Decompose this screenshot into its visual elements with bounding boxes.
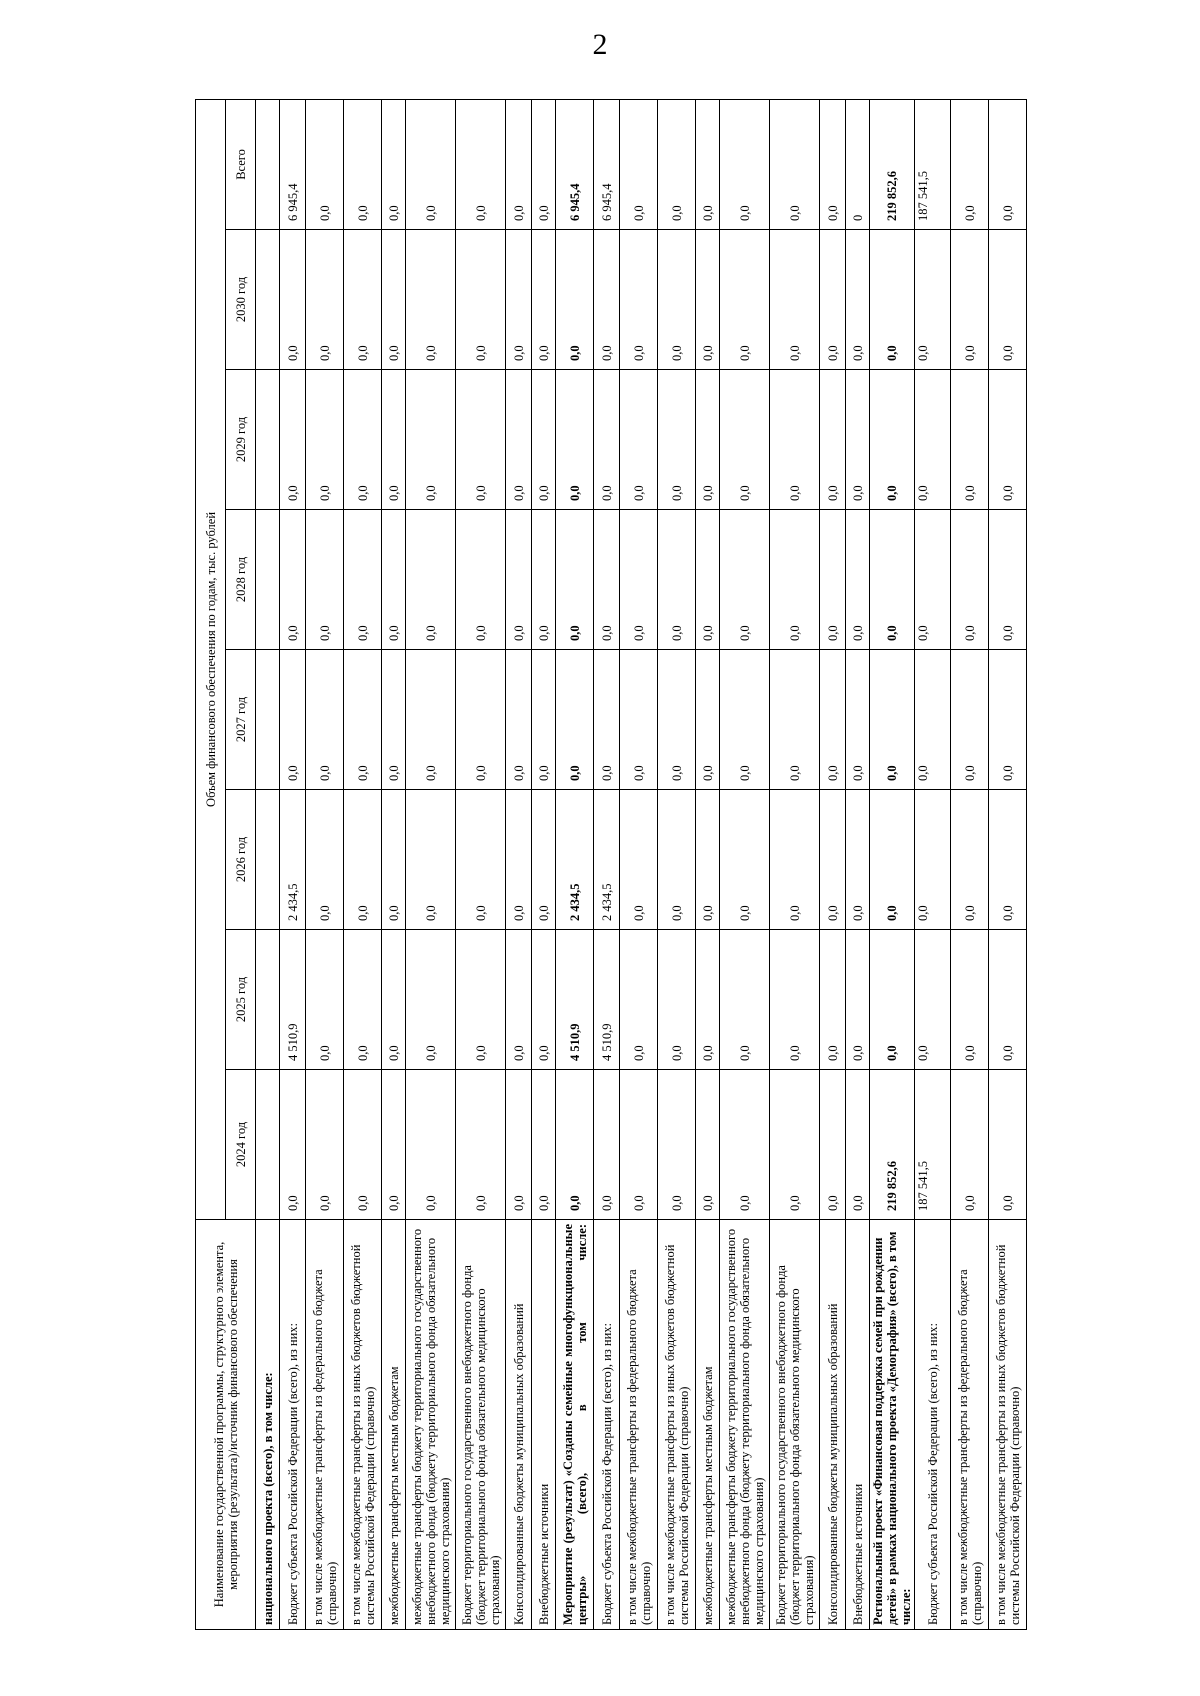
- row-value-cell: 0,0: [506, 930, 532, 1070]
- row-value-cell: 0,0: [382, 930, 406, 1070]
- row-value-cell: 2 434,5: [280, 790, 306, 930]
- row-value-cell: 0,0: [456, 230, 506, 370]
- row-name-cell: национального проекта (всего), в том числе:: [256, 1220, 280, 1630]
- row-value-cell: 0,0: [382, 510, 406, 650]
- row-value-cell: 0,0: [620, 930, 658, 1070]
- row-value-cell: [256, 650, 280, 790]
- table-row: [820, 99, 846, 1629]
- row-value-cell: 0,0: [846, 510, 870, 650]
- table-row: [306, 99, 344, 1629]
- row-value-cell: 0,0: [382, 790, 406, 930]
- row-value-cell: 0,0: [532, 650, 556, 790]
- row-total-cell: 6 945,4: [280, 99, 306, 229]
- row-value-cell: 0,0: [620, 510, 658, 650]
- table-row: [696, 99, 720, 1629]
- row-total-cell: 0,0: [620, 99, 658, 229]
- header-year: 2026 год: [226, 790, 256, 930]
- row-value-cell: 0,0: [951, 230, 989, 370]
- row-value-cell: 0,0: [770, 790, 820, 930]
- row-value-cell: 0,0: [915, 230, 951, 370]
- row-value-cell: 0,0: [720, 930, 770, 1070]
- table-row: [256, 99, 280, 1629]
- row-value-cell: 2 434,5: [556, 790, 594, 930]
- row-value-cell: 0,0: [556, 650, 594, 790]
- row-value-cell: 0,0: [344, 510, 382, 650]
- row-name-cell: в том числе межбюджетные трансферты из иных бюджетов бюджетной системы Российской Федерации (справочно): [989, 1220, 1027, 1630]
- row-value-cell: 0,0: [506, 1070, 532, 1220]
- row-value-cell: 0,0: [720, 650, 770, 790]
- table-row: [915, 99, 951, 1629]
- row-value-cell: 0,0: [532, 510, 556, 650]
- row-value-cell: 0,0: [820, 790, 846, 930]
- row-value-cell: 0,0: [658, 790, 696, 930]
- row-value-cell: 0,0: [658, 370, 696, 510]
- row-value-cell: 0,0: [456, 790, 506, 930]
- row-value-cell: 0,0: [846, 1070, 870, 1220]
- row-value-cell: 0,0: [556, 1070, 594, 1220]
- row-value-cell: 0,0: [951, 790, 989, 930]
- row-value-cell: 0,0: [951, 370, 989, 510]
- row-value-cell: 0,0: [989, 370, 1027, 510]
- row-value-cell: 0,0: [344, 230, 382, 370]
- row-value-cell: 0,0: [696, 230, 720, 370]
- row-value-cell: 0,0: [594, 230, 620, 370]
- row-value-cell: 0,0: [456, 510, 506, 650]
- row-total-cell: 0,0: [820, 99, 846, 229]
- rotated-page-content: [195, 100, 1020, 1630]
- row-value-cell: 0,0: [280, 370, 306, 510]
- row-name-cell: Бюджет субъекта Российской Федерации (всего), из них:: [915, 1220, 951, 1630]
- row-total-cell: 0,0: [456, 99, 506, 229]
- table-row: [382, 99, 406, 1629]
- header-year: 2027 год: [226, 650, 256, 790]
- row-value-cell: 0,0: [658, 650, 696, 790]
- table-row: [280, 99, 306, 1629]
- row-value-cell: 0,0: [280, 650, 306, 790]
- table-row: [620, 99, 658, 1629]
- row-value-cell: 0,0: [594, 1070, 620, 1220]
- table-header: [196, 99, 256, 1629]
- row-value-cell: 0,0: [770, 230, 820, 370]
- row-value-cell: 0,0: [696, 650, 720, 790]
- row-name-cell: в том числе межбюджетные трансферты из федерального бюджета (справочно): [306, 1220, 344, 1630]
- row-value-cell: 0,0: [594, 370, 620, 510]
- row-value-cell: 0,0: [306, 510, 344, 650]
- row-value-cell: 0,0: [306, 370, 344, 510]
- row-value-cell: 0,0: [620, 230, 658, 370]
- row-value-cell: 0,0: [770, 1070, 820, 1220]
- row-value-cell: 0,0: [870, 370, 915, 510]
- row-value-cell: 0,0: [820, 230, 846, 370]
- row-total-cell: 0: [846, 99, 870, 229]
- row-value-cell: 0,0: [915, 790, 951, 930]
- row-value-cell: 0,0: [870, 930, 915, 1070]
- row-value-cell: 0,0: [620, 1070, 658, 1220]
- row-value-cell: 0,0: [658, 930, 696, 1070]
- table-row: [506, 99, 532, 1629]
- row-value-cell: 0,0: [594, 650, 620, 790]
- row-value-cell: 0,0: [770, 370, 820, 510]
- row-value-cell: 0,0: [406, 930, 456, 1070]
- row-value-cell: 0,0: [382, 230, 406, 370]
- row-value-cell: 0,0: [406, 370, 456, 510]
- row-value-cell: 0,0: [556, 510, 594, 650]
- financing-table: [195, 99, 1027, 1630]
- row-name-cell: межбюджетные трансферты местным бюджетам: [382, 1220, 406, 1630]
- row-value-cell: 0,0: [770, 650, 820, 790]
- row-total-cell: 0,0: [989, 99, 1027, 229]
- row-total-cell: 0,0: [658, 99, 696, 229]
- row-value-cell: 0,0: [506, 650, 532, 790]
- row-value-cell: 0,0: [406, 230, 456, 370]
- row-value-cell: 0,0: [406, 650, 456, 790]
- row-value-cell: 0,0: [720, 790, 770, 930]
- row-total-cell: 0,0: [306, 99, 344, 229]
- row-value-cell: 0,0: [846, 930, 870, 1070]
- row-value-cell: 0,0: [720, 1070, 770, 1220]
- row-value-cell: 0,0: [382, 1070, 406, 1220]
- table-row: [770, 99, 820, 1629]
- header-name-column: Наименование государственной программы, структурного элемента, мероприятия (результата)/источник финансового обеспечения: [196, 1220, 256, 1630]
- row-value-cell: 0,0: [915, 930, 951, 1070]
- table-row: [532, 99, 556, 1629]
- row-value-cell: 0,0: [532, 1070, 556, 1220]
- row-value-cell: 0,0: [870, 790, 915, 930]
- header-year: 2030 год: [226, 230, 256, 370]
- row-value-cell: 0,0: [556, 230, 594, 370]
- row-total-cell: 6 945,4: [594, 99, 620, 229]
- row-value-cell: 0,0: [989, 230, 1027, 370]
- header-year: 2029 год: [226, 370, 256, 510]
- row-name-cell: межбюджетные трансферты местным бюджетам: [696, 1220, 720, 1630]
- row-value-cell: [256, 790, 280, 930]
- table-row: [658, 99, 696, 1629]
- row-value-cell: 0,0: [696, 930, 720, 1070]
- row-value-cell: 0,0: [770, 930, 820, 1070]
- row-value-cell: 0,0: [720, 370, 770, 510]
- row-value-cell: 0,0: [696, 510, 720, 650]
- row-total-cell: 0,0: [720, 99, 770, 229]
- row-value-cell: [256, 510, 280, 650]
- row-value-cell: 0,0: [306, 790, 344, 930]
- table-row: [951, 99, 989, 1629]
- row-name-cell: Внебюджетные источники: [532, 1220, 556, 1630]
- row-total-cell: 0,0: [532, 99, 556, 229]
- row-value-cell: 0,0: [820, 1070, 846, 1220]
- row-value-cell: 0,0: [344, 790, 382, 930]
- row-value-cell: 0,0: [989, 510, 1027, 650]
- row-name-cell: межбюджетные трансферты бюджету территориального государственного внебюджетного фонда (бюджету территориального фонда обязательного медицинского страхования): [720, 1220, 770, 1630]
- row-value-cell: 0,0: [989, 790, 1027, 930]
- row-value-cell: 0,0: [594, 510, 620, 650]
- table-row: [556, 99, 594, 1629]
- row-value-cell: 0,0: [620, 650, 658, 790]
- row-value-cell: 0,0: [620, 790, 658, 930]
- row-value-cell: 0,0: [532, 230, 556, 370]
- row-value-cell: 0,0: [915, 370, 951, 510]
- row-name-cell: Бюджет территориального государственного внебюджетного фонда (бюджет территориального фонда обязательного медицинского страхования): [456, 1220, 506, 1630]
- row-value-cell: 0,0: [989, 930, 1027, 1070]
- row-value-cell: 0,0: [989, 650, 1027, 790]
- header-year: 2025 год: [226, 930, 256, 1070]
- row-value-cell: 187 541,5: [915, 1070, 951, 1220]
- row-name-cell: межбюджетные трансферты бюджету территориального государственного внебюджетного фонда (бюджету территориального фонда обязательного медицинского страхования): [406, 1220, 456, 1630]
- row-name-cell: Бюджет субъекта Российской Федерации (всего), из них:: [594, 1220, 620, 1630]
- row-name-cell: Внебюджетные источники: [846, 1220, 870, 1630]
- row-value-cell: 0,0: [720, 230, 770, 370]
- row-value-cell: 0,0: [344, 930, 382, 1070]
- row-total-cell: 0,0: [506, 99, 532, 229]
- row-value-cell: 219 852,6: [870, 1070, 915, 1220]
- header-year: 2028 год: [226, 510, 256, 650]
- row-value-cell: 0,0: [406, 790, 456, 930]
- row-value-cell: 0,0: [506, 370, 532, 510]
- row-value-cell: 0,0: [989, 1070, 1027, 1220]
- row-value-cell: 0,0: [506, 510, 532, 650]
- row-total-cell: 0,0: [344, 99, 382, 229]
- row-value-cell: [256, 1070, 280, 1220]
- row-value-cell: 0,0: [696, 1070, 720, 1220]
- header-total: Всего: [226, 99, 256, 229]
- row-value-cell: 0,0: [870, 650, 915, 790]
- table-row: [846, 99, 870, 1629]
- row-value-cell: 0,0: [846, 790, 870, 930]
- row-value-cell: 0,0: [280, 510, 306, 650]
- row-name-cell: в том числе межбюджетные трансферты из федерального бюджета (справочно): [620, 1220, 658, 1630]
- row-value-cell: 0,0: [456, 1070, 506, 1220]
- row-name-cell: Региональный проект «Финансовая поддержка семей при рождении детей» в рамках национального проекта «Демография» (всего), в том числе:: [870, 1220, 915, 1630]
- row-total-cell: 0,0: [406, 99, 456, 229]
- row-value-cell: 0,0: [720, 510, 770, 650]
- row-total-cell: [256, 99, 280, 229]
- row-value-cell: 4 510,9: [556, 930, 594, 1070]
- row-value-cell: 0,0: [344, 650, 382, 790]
- row-name-cell: в том числе межбюджетные трансферты из иных бюджетов бюджетной системы Российской Федерации (справочно): [344, 1220, 382, 1630]
- row-value-cell: 0,0: [280, 1070, 306, 1220]
- row-value-cell: 0,0: [820, 650, 846, 790]
- row-value-cell: 0,0: [456, 930, 506, 1070]
- row-name-cell: Консолидированные бюджеты муниципальных образований: [506, 1220, 532, 1630]
- table-row: [456, 99, 506, 1629]
- table-row: [594, 99, 620, 1629]
- row-value-cell: 2 434,5: [594, 790, 620, 930]
- row-value-cell: 0,0: [532, 370, 556, 510]
- row-value-cell: 0,0: [820, 510, 846, 650]
- row-value-cell: 0,0: [406, 1070, 456, 1220]
- row-value-cell: 0,0: [456, 650, 506, 790]
- row-name-cell: Бюджет субъекта Российской Федерации (всего), из них:: [280, 1220, 306, 1630]
- table-row: [989, 99, 1027, 1629]
- row-value-cell: 0,0: [344, 1070, 382, 1220]
- row-value-cell: 0,0: [915, 650, 951, 790]
- row-name-cell: Бюджет территориального государственного внебюджетного фонда (бюджет территориального фонда обязательного медицинского страхования): [770, 1220, 820, 1630]
- row-total-cell: 0,0: [382, 99, 406, 229]
- row-name-cell: в том числе межбюджетные трансферты из иных бюджетов бюджетной системы Российской Федерации (справочно): [658, 1220, 696, 1630]
- row-value-cell: 0,0: [951, 930, 989, 1070]
- row-value-cell: 0,0: [820, 930, 846, 1070]
- row-value-cell: 0,0: [382, 370, 406, 510]
- row-value-cell: 0,0: [456, 370, 506, 510]
- row-value-cell: 0,0: [306, 650, 344, 790]
- row-value-cell: 0,0: [870, 230, 915, 370]
- row-value-cell: 4 510,9: [280, 930, 306, 1070]
- row-value-cell: 0,0: [846, 370, 870, 510]
- row-value-cell: [256, 230, 280, 370]
- row-value-cell: 0,0: [915, 510, 951, 650]
- row-total-cell: 0,0: [770, 99, 820, 229]
- row-value-cell: 0,0: [382, 650, 406, 790]
- row-total-cell: 0,0: [696, 99, 720, 229]
- row-value-cell: 0,0: [846, 650, 870, 790]
- row-value-cell: 0,0: [306, 1070, 344, 1220]
- row-value-cell: 0,0: [658, 510, 696, 650]
- row-value-cell: 0,0: [306, 930, 344, 1070]
- row-value-cell: 0,0: [506, 230, 532, 370]
- row-value-cell: 0,0: [770, 510, 820, 650]
- row-value-cell: 0,0: [951, 1070, 989, 1220]
- header-financing-group: Объем финансового обеспечения по годам, тыс. рублей: [196, 99, 226, 1219]
- row-total-cell: 187 541,5: [915, 99, 951, 229]
- row-value-cell: 0,0: [696, 790, 720, 930]
- row-name-cell: Мероприятие (результат) «Созданы семейные многофункциональные центры» (всего), в том числе:: [556, 1220, 594, 1630]
- row-name-cell: Консолидированные бюджеты муниципальных образований: [820, 1220, 846, 1630]
- row-value-cell: [256, 370, 280, 510]
- row-value-cell: 0,0: [658, 230, 696, 370]
- table-body: [256, 99, 1027, 1629]
- row-value-cell: 0,0: [532, 930, 556, 1070]
- table-row: [870, 99, 915, 1629]
- row-value-cell: 0,0: [280, 230, 306, 370]
- table-row: [720, 99, 770, 1629]
- row-total-cell: 0,0: [951, 99, 989, 229]
- row-value-cell: 0,0: [506, 790, 532, 930]
- row-value-cell: 0,0: [846, 230, 870, 370]
- table-row: [344, 99, 382, 1629]
- row-value-cell: 0,0: [306, 230, 344, 370]
- row-value-cell: 0,0: [951, 650, 989, 790]
- page-number: 2: [592, 28, 608, 61]
- row-value-cell: 0,0: [532, 790, 556, 930]
- row-value-cell: 0,0: [696, 370, 720, 510]
- table-row: [406, 99, 456, 1629]
- row-total-cell: 6 945,4: [556, 99, 594, 229]
- row-value-cell: [256, 930, 280, 1070]
- row-value-cell: 0,0: [870, 510, 915, 650]
- row-name-cell: в том числе межбюджетные трансферты из федерального бюджета (справочно): [951, 1220, 989, 1630]
- row-value-cell: 0,0: [951, 510, 989, 650]
- row-value-cell: 0,0: [820, 370, 846, 510]
- row-value-cell: 4 510,9: [594, 930, 620, 1070]
- row-value-cell: 0,0: [556, 370, 594, 510]
- row-value-cell: 0,0: [406, 510, 456, 650]
- row-value-cell: 0,0: [344, 370, 382, 510]
- header-year: 2024 год: [226, 1070, 256, 1220]
- row-total-cell: 219 852,6: [870, 99, 915, 229]
- row-value-cell: 0,0: [620, 370, 658, 510]
- row-value-cell: 0,0: [658, 1070, 696, 1220]
